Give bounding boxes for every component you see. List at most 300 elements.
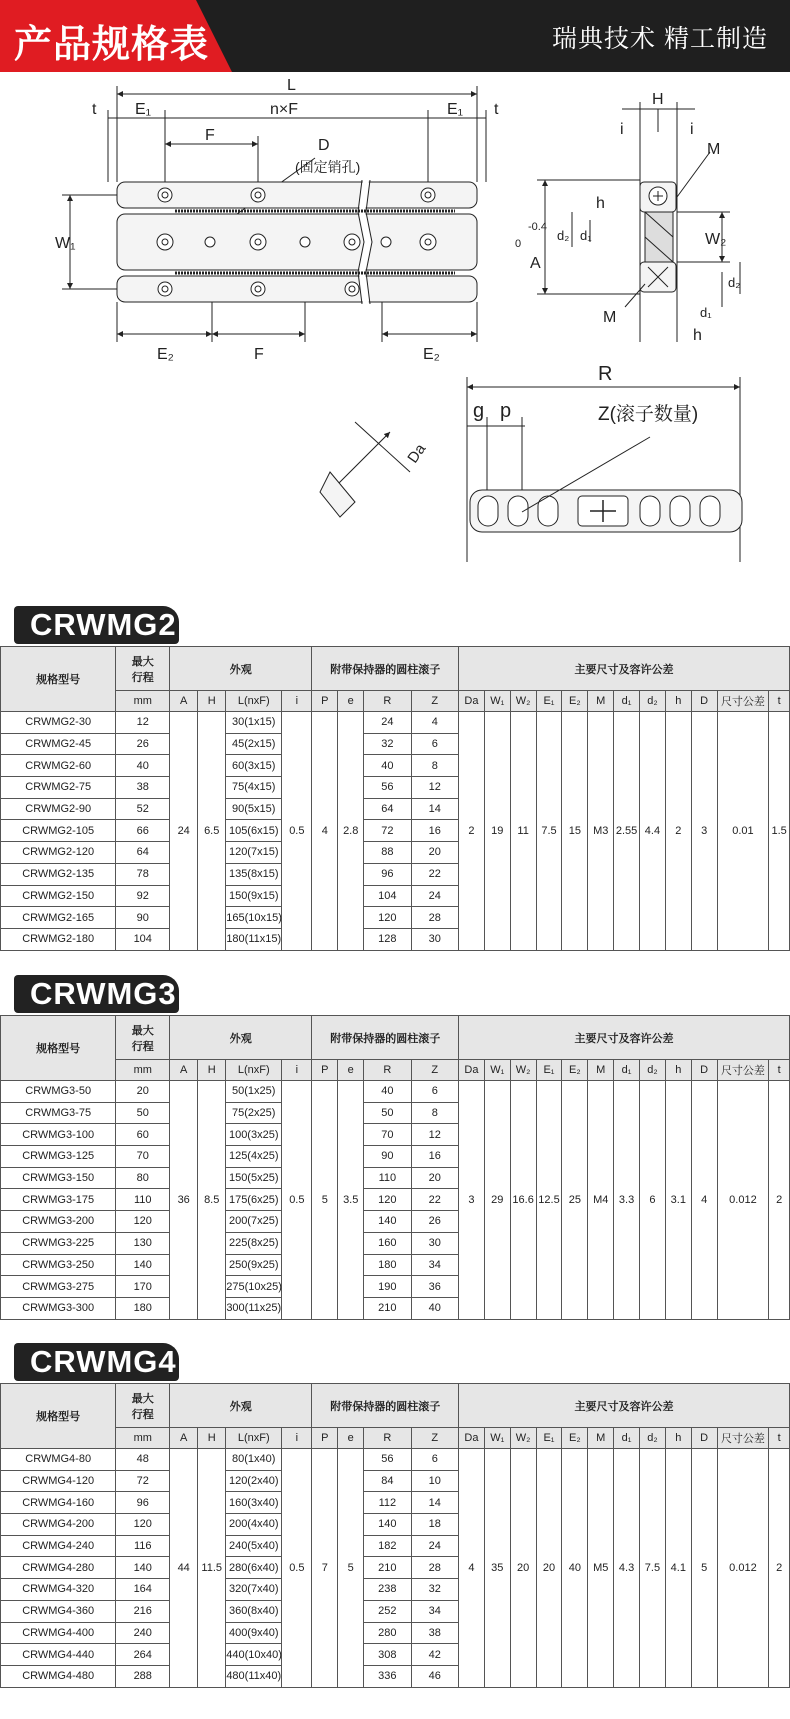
column-header: E₁	[536, 691, 562, 712]
A-cell: 24	[170, 712, 198, 951]
model-cell: CRWMG2-75	[1, 777, 116, 799]
column-header: P	[312, 1060, 338, 1081]
Z-cell: 34	[411, 1254, 458, 1276]
L-cell: 100(3x25)	[226, 1124, 282, 1146]
roller-header: 附带保持器的圆柱滚子	[312, 647, 459, 691]
Z-cell: 20	[411, 842, 458, 864]
dim-g: g	[473, 400, 485, 422]
A-cell: 44	[170, 1449, 198, 1688]
dim-E1-left: E₁	[135, 101, 152, 118]
H-cell: 11.5	[198, 1449, 226, 1688]
R-cell: 110	[364, 1167, 411, 1189]
R-cell: 238	[364, 1579, 411, 1601]
dim-t-left: t	[92, 101, 97, 118]
Z-cell: 6	[411, 1081, 458, 1103]
stroke-cell: 64	[116, 842, 170, 864]
R-cell: 182	[364, 1535, 411, 1557]
h-cell: 4.1	[665, 1449, 691, 1688]
L-cell: 105(6x15)	[226, 820, 282, 842]
dim-h-bottom: h	[693, 327, 702, 344]
L-cell: 175(6x25)	[226, 1189, 282, 1211]
column-header: W₁	[484, 1060, 510, 1081]
column-header: d₂	[640, 1060, 666, 1081]
column-header: P	[312, 691, 338, 712]
dim-M-top: M	[707, 141, 721, 158]
dim-H: H	[652, 91, 664, 108]
stroke-cell: 240	[116, 1622, 170, 1644]
column-header: E₂	[562, 1428, 588, 1449]
table-row	[1, 1449, 790, 1471]
column-header: L(nxF)	[226, 1428, 282, 1449]
column-header: R	[364, 1060, 411, 1081]
model-cell: CRWMG3-225	[1, 1232, 116, 1254]
R-cell: 24	[364, 712, 411, 734]
model-cell: CRWMG4-80	[1, 1449, 116, 1471]
Z-cell: 4	[411, 712, 458, 734]
column-header: e	[338, 691, 364, 712]
column-header: t	[769, 691, 790, 712]
model-header: 规格型号	[1, 1384, 116, 1449]
R-cell: 64	[364, 798, 411, 820]
model-cell: CRWMG2-150	[1, 885, 116, 907]
column-header: Z	[411, 1060, 458, 1081]
R-cell: 140	[364, 1514, 411, 1536]
table-row	[1, 712, 790, 734]
M-cell: M3	[588, 712, 614, 951]
R-cell: 336	[364, 1665, 411, 1687]
i-cell: 0.5	[282, 1449, 312, 1688]
L-cell: 400(9x40)	[226, 1622, 282, 1644]
L-cell: 120(2x40)	[226, 1470, 282, 1492]
e-cell: 2.8	[338, 712, 364, 951]
model-cell: CRWMG2-135	[1, 863, 116, 885]
model-cell: CRWMG4-160	[1, 1492, 116, 1514]
model-cell: CRWMG4-440	[1, 1644, 116, 1666]
Z-cell: 28	[411, 1557, 458, 1579]
R-cell: 88	[364, 842, 411, 864]
R-cell: 84	[364, 1470, 411, 1492]
R-cell: 56	[364, 777, 411, 799]
Z-cell: 24	[411, 1535, 458, 1557]
R-cell: 32	[364, 733, 411, 755]
H-cell: 8.5	[198, 1081, 226, 1320]
E1-cell: 12.5	[536, 1081, 562, 1320]
stroke-cell: 170	[116, 1276, 170, 1298]
model-header: 规格型号	[1, 1016, 116, 1081]
column-header: D	[691, 1428, 717, 1449]
stroke-cell: 20	[116, 1081, 170, 1103]
dim-D: D	[318, 137, 330, 154]
Z-cell: 36	[411, 1276, 458, 1298]
D-cell: 4	[691, 1081, 717, 1320]
column-header: Da	[458, 691, 484, 712]
series-title: CRWMG3	[14, 975, 179, 1013]
E2-cell: 40	[562, 1449, 588, 1688]
dim-E2-left: E₂	[157, 346, 174, 363]
D-cell: 3	[691, 712, 717, 951]
R-cell: 72	[364, 820, 411, 842]
h-cell: 3.1	[665, 1081, 691, 1320]
stroke-cell: 120	[116, 1211, 170, 1233]
stroke-cell: 48	[116, 1449, 170, 1471]
Z-cell: 32	[411, 1579, 458, 1601]
L-cell: 90(5x15)	[226, 798, 282, 820]
stroke-cell: 96	[116, 1492, 170, 1514]
column-header: A	[170, 691, 198, 712]
W1-cell: 19	[484, 712, 510, 951]
i-cell: 0.5	[282, 712, 312, 951]
L-cell: 440(10x40)	[226, 1644, 282, 1666]
stroke-header	[116, 1016, 170, 1060]
R-cell: 90	[364, 1146, 411, 1168]
R-cell: 96	[364, 863, 411, 885]
column-header: P	[312, 1428, 338, 1449]
dim-t-right: t	[494, 101, 499, 118]
model-cell: CRWMG2-120	[1, 842, 116, 864]
stroke-cell: 92	[116, 885, 170, 907]
L-cell: 225(8x25)	[226, 1232, 282, 1254]
column-header: t	[769, 1428, 790, 1449]
column-header: E₂	[562, 1060, 588, 1081]
column-header: d₂	[640, 1428, 666, 1449]
stroke-cell: 80	[116, 1167, 170, 1189]
dim-W1: W₁	[55, 235, 76, 252]
column-header: H	[198, 1428, 226, 1449]
column-header: d₁	[614, 691, 640, 712]
stroke-header	[116, 647, 170, 691]
L-cell: 60(3x15)	[226, 755, 282, 777]
model-cell: CRWMG3-250	[1, 1254, 116, 1276]
column-header: i	[282, 1060, 312, 1081]
column-header: W₁	[484, 691, 510, 712]
appearance-header: 外观	[170, 647, 312, 691]
L-cell: 480(11x40)	[226, 1665, 282, 1687]
Z-cell: 24	[411, 885, 458, 907]
appearance-header: 外观	[170, 1384, 312, 1428]
L-cell: 45(2x15)	[226, 733, 282, 755]
Z-cell: 28	[411, 907, 458, 929]
h-cell: 2	[665, 712, 691, 951]
model-cell: CRWMG4-320	[1, 1579, 116, 1601]
dim-E1-right: E₁	[447, 101, 464, 118]
L-cell: 360(8x40)	[226, 1600, 282, 1622]
L-cell: 150(5x25)	[226, 1167, 282, 1189]
Z-cell: 8	[411, 755, 458, 777]
t-cell: 2	[769, 1449, 790, 1688]
e-cell: 5	[338, 1449, 364, 1688]
stroke-header-mid: 行程	[131, 671, 154, 684]
stroke-header	[116, 1384, 170, 1428]
i-cell: 0.5	[282, 1081, 312, 1320]
column-header: E₁	[536, 1428, 562, 1449]
stroke-header-top: 最大	[131, 1024, 154, 1037]
column-header: Z	[411, 1428, 458, 1449]
L-cell: 150(9x15)	[226, 885, 282, 907]
column-header: W₂	[510, 1060, 536, 1081]
series-title: CRWMG2	[14, 606, 179, 644]
column-header: E₂	[562, 691, 588, 712]
column-header: t	[769, 1060, 790, 1081]
dim-E2-right: E₂	[423, 346, 440, 363]
R-cell: 112	[364, 1492, 411, 1514]
R-cell: 50	[364, 1102, 411, 1124]
L-cell: 75(4x15)	[226, 777, 282, 799]
column-header: Da	[458, 1428, 484, 1449]
model-cell: CRWMG2-30	[1, 712, 116, 734]
tol-cell: 0.01	[717, 712, 769, 951]
dim-A-tol: 0	[515, 238, 522, 250]
R-cell: 56	[364, 1449, 411, 1471]
R-cell: 160	[364, 1232, 411, 1254]
stroke-cell: 26	[116, 733, 170, 755]
R-cell: 104	[364, 885, 411, 907]
d1-cell: 4.3	[614, 1449, 640, 1688]
column-header: A	[170, 1428, 198, 1449]
W2-cell: 20	[510, 1449, 536, 1688]
Z-cell: 42	[411, 1644, 458, 1666]
R-cell: 40	[364, 755, 411, 777]
model-cell: CRWMG3-50	[1, 1081, 116, 1103]
stroke-cell: 40	[116, 755, 170, 777]
stroke-cell: 130	[116, 1232, 170, 1254]
R-cell: 40	[364, 1081, 411, 1103]
t-cell: 2	[769, 1081, 790, 1320]
model-cell: CRWMG4-280	[1, 1557, 116, 1579]
model-cell: CRWMG4-400	[1, 1622, 116, 1644]
L-cell: 240(5x40)	[226, 1535, 282, 1557]
stroke-cell: 104	[116, 928, 170, 950]
dim-Z: Z(滚子数量)	[598, 404, 699, 425]
column-header: 尺寸公差	[717, 1428, 769, 1449]
stroke-cell: 120	[116, 1514, 170, 1536]
tol-cell: 0.012	[717, 1449, 769, 1688]
Z-cell: 6	[411, 1449, 458, 1471]
Z-cell: 20	[411, 1167, 458, 1189]
column-header: D	[691, 691, 717, 712]
dim-i-right: i	[690, 121, 694, 138]
column-header: h	[665, 1428, 691, 1449]
dims-header: 主要尺寸及容许公差	[458, 1384, 789, 1428]
stroke-cell: 72	[116, 1470, 170, 1492]
column-header: W₂	[510, 1428, 536, 1449]
L-cell: 275(10x25)	[226, 1276, 282, 1298]
stroke-cell: 12	[116, 712, 170, 734]
column-header: E₁	[536, 1060, 562, 1081]
P-cell: 7	[312, 1449, 338, 1688]
stroke-header-mid: 行程	[131, 1408, 154, 1421]
D-cell: 5	[691, 1449, 717, 1688]
column-header: H	[198, 691, 226, 712]
model-cell: CRWMG4-200	[1, 1514, 116, 1536]
dim-Da: Da	[404, 440, 430, 467]
model-cell: CRWMG4-360	[1, 1600, 116, 1622]
Da-cell: 4	[458, 1449, 484, 1688]
model-cell: CRWMG3-300	[1, 1297, 116, 1319]
stroke-cell: 180	[116, 1297, 170, 1319]
stroke-cell: 140	[116, 1557, 170, 1579]
L-cell: 75(2x25)	[226, 1102, 282, 1124]
model-cell: CRWMG3-200	[1, 1211, 116, 1233]
column-header: 尺寸公差	[717, 1060, 769, 1081]
dim-d2-left: d₂	[557, 228, 570, 243]
dims-header: 主要尺寸及容许公差	[458, 1016, 789, 1060]
t-cell: 1.5	[769, 712, 790, 951]
dim-A-tol2: -0.4	[528, 221, 547, 233]
L-cell: 50(1x25)	[226, 1081, 282, 1103]
roller-header: 附带保持器的圆柱滚子	[312, 1384, 459, 1428]
model-cell: CRWMG3-275	[1, 1276, 116, 1298]
column-header: W₁	[484, 1428, 510, 1449]
model-cell: CRWMG3-100	[1, 1124, 116, 1146]
dims-header: 主要尺寸及容许公差	[458, 647, 789, 691]
column-header: W₂	[510, 691, 536, 712]
model-cell: CRWMG2-105	[1, 820, 116, 842]
model-cell: CRWMG2-180	[1, 928, 116, 950]
spec-table	[0, 1015, 790, 1320]
Z-cell: 12	[411, 777, 458, 799]
dim-M-bottom: M	[603, 309, 617, 326]
model-cell: CRWMG2-45	[1, 733, 116, 755]
appearance-header: 外观	[170, 1016, 312, 1060]
L-cell: 300(11x25)	[226, 1297, 282, 1319]
model-cell: CRWMG2-165	[1, 907, 116, 929]
R-cell: 252	[364, 1600, 411, 1622]
stroke-cell: 264	[116, 1644, 170, 1666]
E1-cell: 20	[536, 1449, 562, 1688]
dim-L: L	[287, 77, 296, 94]
dim-A: A	[530, 255, 541, 272]
column-header: e	[338, 1428, 364, 1449]
E2-cell: 15	[562, 712, 588, 951]
Z-cell: 40	[411, 1297, 458, 1319]
model-cell: CRWMG3-75	[1, 1102, 116, 1124]
tol-cell: 0.012	[717, 1081, 769, 1320]
Z-cell: 6	[411, 733, 458, 755]
R-cell: 190	[364, 1276, 411, 1298]
column-header: R	[364, 691, 411, 712]
Z-cell: 30	[411, 1232, 458, 1254]
dim-F-bottom: F	[254, 346, 264, 363]
model-cell: CRWMG4-120	[1, 1470, 116, 1492]
stroke-cell: 110	[116, 1189, 170, 1211]
technical-drawing	[0, 72, 790, 602]
R-cell: 140	[364, 1211, 411, 1233]
model-cell: CRWMG2-90	[1, 798, 116, 820]
dim-d2-right: d₂	[728, 275, 741, 290]
stroke-header-top: 最大	[131, 1392, 154, 1405]
column-header: A	[170, 1060, 198, 1081]
R-cell: 128	[364, 928, 411, 950]
Z-cell: 16	[411, 820, 458, 842]
model-cell: CRWMG2-60	[1, 755, 116, 777]
M-cell: M4	[588, 1081, 614, 1320]
series-title: CRWMG4	[14, 1343, 179, 1381]
Z-cell: 38	[411, 1622, 458, 1644]
column-header: e	[338, 1060, 364, 1081]
model-cell: CRWMG4-480	[1, 1665, 116, 1687]
Z-cell: 8	[411, 1102, 458, 1124]
E2-cell: 25	[562, 1081, 588, 1320]
R-cell: 210	[364, 1557, 411, 1579]
stroke-header-mid: 行程	[131, 1040, 154, 1053]
dim-h-top: h	[596, 195, 605, 212]
dim-d1-right: d₁	[700, 305, 712, 320]
stroke-cell: 66	[116, 820, 170, 842]
Z-cell: 22	[411, 863, 458, 885]
L-cell: 120(7x15)	[226, 842, 282, 864]
column-header: i	[282, 1428, 312, 1449]
R-cell: 120	[364, 907, 411, 929]
column-header: M	[588, 1060, 614, 1081]
stroke-unit: mm	[116, 1428, 170, 1449]
page-title: 产品规格表	[14, 24, 210, 66]
P-cell: 4	[312, 712, 338, 951]
column-header: Z	[411, 691, 458, 712]
H-cell: 6.5	[198, 712, 226, 951]
L-cell: 200(7x25)	[226, 1211, 282, 1233]
stroke-cell: 140	[116, 1254, 170, 1276]
d1-cell: 3.3	[614, 1081, 640, 1320]
page-header	[0, 0, 790, 72]
R-cell: 308	[364, 1644, 411, 1666]
roller-header: 附带保持器的圆柱滚子	[312, 1016, 459, 1060]
R-cell: 70	[364, 1124, 411, 1146]
d2-cell: 4.4	[640, 712, 666, 951]
Z-cell: 22	[411, 1189, 458, 1211]
stroke-cell: 38	[116, 777, 170, 799]
stroke-unit: mm	[116, 691, 170, 712]
L-cell: 125(4x25)	[226, 1146, 282, 1168]
Z-cell: 12	[411, 1124, 458, 1146]
spec-table	[0, 1383, 790, 1688]
dim-R: R	[598, 363, 613, 385]
R-cell: 120	[364, 1189, 411, 1211]
column-header: L(nxF)	[226, 1060, 282, 1081]
dim-d1-left: d₁	[580, 228, 592, 243]
L-cell: 165(10x15)	[226, 907, 282, 929]
Z-cell: 26	[411, 1211, 458, 1233]
column-header: d₁	[614, 1428, 640, 1449]
spec-table	[0, 646, 790, 951]
L-cell: 320(7x40)	[226, 1579, 282, 1601]
R-cell: 180	[364, 1254, 411, 1276]
model-cell: CRWMG4-240	[1, 1535, 116, 1557]
stroke-cell: 216	[116, 1600, 170, 1622]
Z-cell: 34	[411, 1600, 458, 1622]
stroke-cell: 70	[116, 1146, 170, 1168]
M-cell: M5	[588, 1449, 614, 1688]
dim-W2: W₂	[705, 231, 727, 248]
A-cell: 36	[170, 1081, 198, 1320]
P-cell: 5	[312, 1081, 338, 1320]
column-header: Da	[458, 1060, 484, 1081]
stroke-cell: 50	[116, 1102, 170, 1124]
model-header: 规格型号	[1, 647, 116, 712]
column-header: i	[282, 691, 312, 712]
column-header: d₂	[640, 691, 666, 712]
L-cell: 160(3x40)	[226, 1492, 282, 1514]
L-cell: 180(11x15)	[226, 928, 282, 950]
stroke-header-top: 最大	[131, 655, 154, 668]
Da-cell: 3	[458, 1081, 484, 1320]
R-cell: 280	[364, 1622, 411, 1644]
Z-cell: 14	[411, 1492, 458, 1514]
d2-cell: 7.5	[640, 1449, 666, 1688]
dim-p: p	[500, 400, 512, 422]
d2-cell: 6	[640, 1081, 666, 1320]
R-cell: 210	[364, 1297, 411, 1319]
stroke-cell: 288	[116, 1665, 170, 1687]
